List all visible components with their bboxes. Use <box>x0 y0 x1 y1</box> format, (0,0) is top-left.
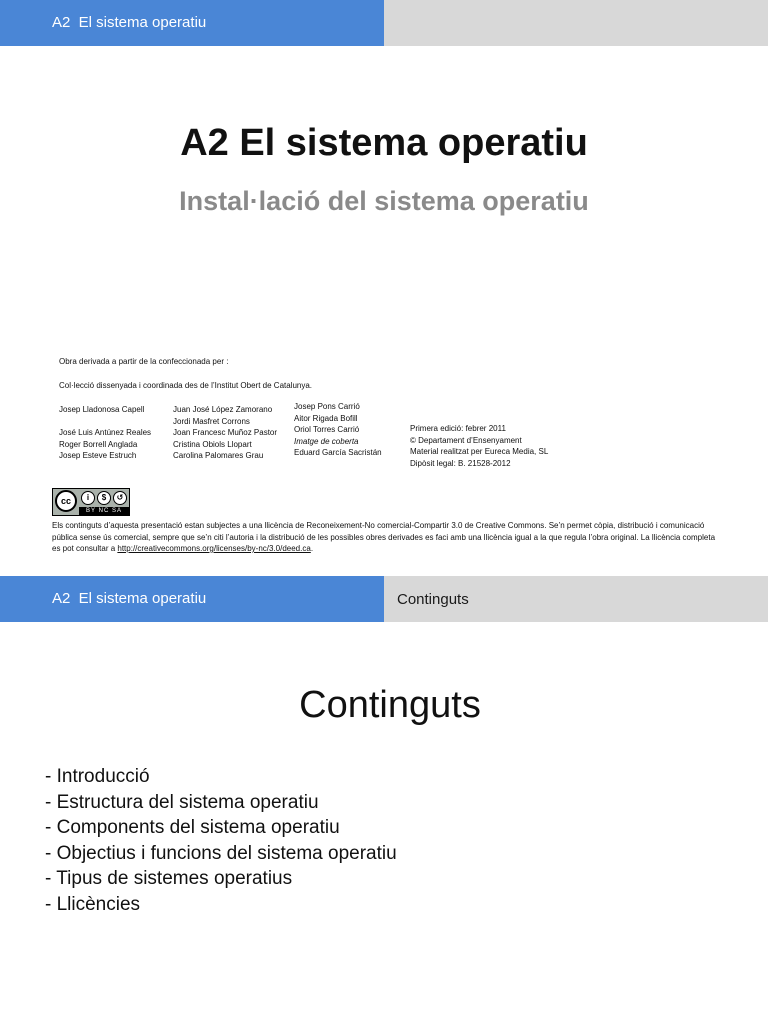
author-name: Juan José López Zamorano <box>173 405 273 414</box>
creative-commons-badge <box>52 488 130 516</box>
license-text <box>52 520 720 555</box>
slide-subtitle: Instal·lació del sistema operatiu <box>179 186 589 216</box>
authors-column-1 <box>59 404 151 462</box>
author-name <box>59 416 151 428</box>
author-name: Eduard García Sacristán <box>294 448 382 457</box>
author-name: Josep Lladonosa Capell <box>59 405 145 414</box>
contents-title: Continguts <box>299 684 481 726</box>
sa-icon: ↺ <box>113 491 127 505</box>
author-name: Joan Francesc Muñoz Pastor <box>173 428 278 437</box>
contents-list <box>45 764 397 918</box>
authors-column-2 <box>173 404 277 462</box>
by-icon: i <box>81 491 95 505</box>
author-name: Oriol Torres Carrió <box>294 425 360 434</box>
header-section: Continguts <box>397 591 469 608</box>
edition-line: © Departament d’Ensenyament <box>410 435 522 445</box>
slide-title: A2 El sistema operatiu <box>180 122 588 164</box>
contents-item: - Estructura del sistema operatiu <box>45 791 319 813</box>
edition-line: Primera edició: febrer 2011 <box>410 424 506 433</box>
author-name: José Luis Antúnez Reales <box>59 428 152 437</box>
author-name: Carolina Palomares Grau <box>173 451 264 460</box>
contents-item: - Llicències <box>45 893 141 915</box>
edition-line: Material realitzat per Eureca Media, SL <box>410 447 549 456</box>
nc-icon: $ <box>97 491 111 505</box>
contents-item: - Tipus de sistemes operatius <box>45 868 293 890</box>
cc-logo-icon: cc <box>55 490 77 512</box>
contents-item: - Introducció <box>45 766 150 787</box>
edition-info <box>410 423 548 469</box>
header-title: A2 El sistema operatiu <box>52 14 207 31</box>
license-end: . <box>310 544 314 553</box>
credits-intro: Obra derivada a partir de la confeccionada per : <box>59 357 229 366</box>
author-name: Jordi Masfret Corrons <box>173 416 250 426</box>
author-name: Aitor Rigada Bofill <box>294 413 358 423</box>
license-link[interactable]: http://creativecommons.org/licenses/by-nc/3.0/deed.ca <box>117 544 311 553</box>
contents-item: - Objectius i funcions del sistema operatiu <box>45 842 397 864</box>
contents-slide <box>0 576 768 1024</box>
author-name: Josep Esteve Estruch <box>59 451 137 460</box>
author-name: Josep Pons Carrió <box>294 402 360 411</box>
license-body: Els continguts d’aquesta presentació estan subjectes a una llicència de Reconeixement-No comercial-Compartir 3.0 de Creative Commons. Se’n permet còpia, distribució i comunicació pública sense ús comercial, sempre que se’n citi l’autoria i la distribució de les possibles obres derivades es faci amb una llicència igual a la que regula l’obra original. La llicència completa es pot consultar a <box>52 521 716 553</box>
contents-item: - Components del sistema operatiu <box>45 817 340 839</box>
cc-license-strip: BY NC SA <box>79 507 129 515</box>
edition-line: Dipòsit legal: B. 21528-2012 <box>410 458 511 468</box>
authors-column-3 <box>294 401 382 459</box>
cover-image-label: Imatge de coberta <box>294 436 359 446</box>
slide-header <box>0 0 768 46</box>
header-title: A2 El sistema operatiu <box>52 590 207 607</box>
slide-header <box>0 576 768 622</box>
header-grey-band <box>384 0 768 46</box>
author-name: Roger Borrell Anglada <box>59 439 138 449</box>
author-name: Cristina Obiols Llopart <box>173 439 252 449</box>
credits-collection: Col·lecció dissenyada i coordinada des de l’Institut Obert de Catalunya. <box>59 381 313 390</box>
